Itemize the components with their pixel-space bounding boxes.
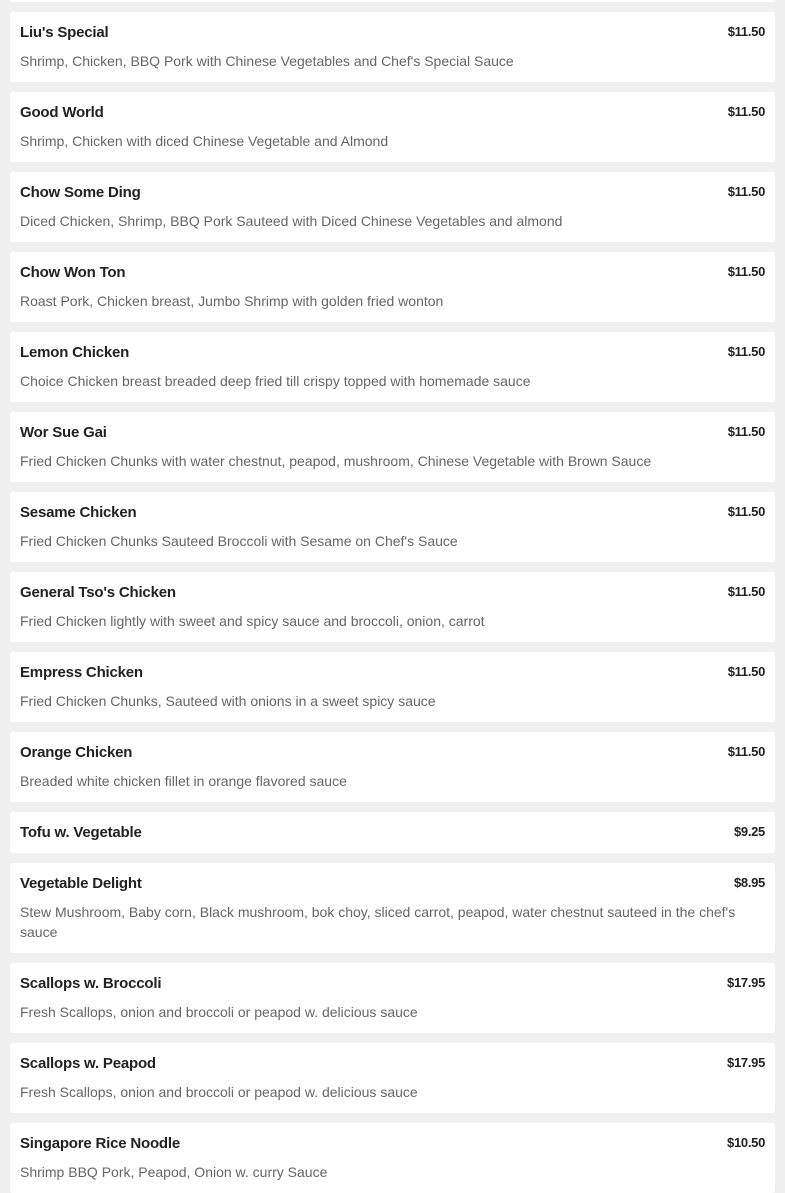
menu-item-description: Fried Chicken lightly with sweet and spicy sauce and broccoli, onion, carrot bbox=[20, 613, 485, 629]
menu-item-header bbox=[20, 975, 765, 993]
menu-item[interactable] bbox=[10, 332, 775, 402]
menu-item[interactable] bbox=[10, 12, 775, 82]
menu-item-header bbox=[20, 664, 765, 682]
menu-item-name: Liu's Special bbox=[20, 24, 109, 41]
menu-item[interactable] bbox=[10, 863, 775, 953]
menu-item-price: $11.50 bbox=[727, 424, 765, 439]
menu-item[interactable] bbox=[10, 92, 775, 162]
menu-item-header bbox=[20, 584, 765, 602]
menu-item[interactable] bbox=[10, 572, 775, 642]
menu-item-header bbox=[20, 824, 765, 842]
menu-item-price: $11.50 bbox=[727, 104, 765, 119]
menu-item-price: $11.50 bbox=[727, 504, 765, 519]
menu-item-name: Chow Some Ding bbox=[20, 184, 141, 201]
menu-item-price: $17.95 bbox=[727, 975, 765, 990]
menu-item-description: Fresh Scallops, onion and broccoli or peapod w. delicious sauce bbox=[20, 1004, 418, 1020]
menu-item-description: Shrimp, Chicken with diced Chinese Vegetable and Almond bbox=[20, 133, 389, 149]
menu-item-name: Singapore Rice Noodle bbox=[20, 1135, 180, 1152]
menu-item-header bbox=[20, 1135, 765, 1153]
menu-list bbox=[10, 0, 775, 1193]
menu-item-description: Shrimp, Chicken, BBQ Pork with Chinese Vegetables and Chef's Special Sauce bbox=[20, 53, 514, 69]
menu-item-header bbox=[20, 264, 765, 282]
menu-item-price: $11.50 bbox=[727, 744, 765, 759]
menu-item-price: $11.50 bbox=[727, 344, 765, 359]
menu-item-header bbox=[20, 104, 765, 122]
menu-item[interactable] bbox=[10, 412, 775, 482]
menu-item-name: Wor Sue Gai bbox=[20, 424, 107, 441]
menu-item-description: Stew Mushroom, Baby corn, Black mushroom, bok choy, sliced carrot, peapod, water chestnut sauteed in the chef's sauce bbox=[20, 904, 736, 940]
menu-item-header bbox=[20, 424, 765, 442]
menu-item-description: Fried Chicken Chunks Sauteed Broccoli with Sesame on Chef's Sauce bbox=[20, 533, 458, 549]
menu-item-name: Orange Chicken bbox=[20, 744, 133, 761]
menu-item-partial[interactable] bbox=[10, 0, 775, 2]
menu-item-price: $8.95 bbox=[733, 875, 765, 890]
menu-item-price: $11.50 bbox=[727, 184, 765, 199]
menu-item-name: Scallops w. Peapod bbox=[20, 1055, 156, 1072]
menu-item-name: Lemon Chicken bbox=[20, 344, 130, 361]
menu-item[interactable] bbox=[10, 492, 775, 562]
menu-item-name: Vegetable Delight bbox=[20, 875, 142, 892]
menu-item-header bbox=[20, 1055, 765, 1073]
menu-item-name: Empress Chicken bbox=[20, 664, 143, 681]
menu-item-description: Choice Chicken breast breaded deep fried till crispy topped with homemade sauce bbox=[20, 373, 531, 389]
menu-item[interactable] bbox=[10, 1043, 775, 1113]
menu-item-header bbox=[20, 184, 765, 202]
menu-item-price: $11.50 bbox=[727, 264, 765, 279]
menu-item-description: Roast Pork, Chicken breast, Jumbo Shrimp with golden fried wonton bbox=[20, 293, 444, 309]
menu-item-header bbox=[20, 744, 765, 762]
menu-item[interactable] bbox=[10, 172, 775, 242]
menu-item[interactable] bbox=[10, 252, 775, 322]
menu-item-price: $11.50 bbox=[727, 24, 765, 39]
menu-item-name: Chow Won Ton bbox=[20, 264, 126, 281]
menu-item[interactable] bbox=[10, 732, 775, 802]
menu-item-name: Sesame Chicken bbox=[20, 504, 137, 521]
menu-item-name: Scallops w. Broccoli bbox=[20, 975, 162, 992]
menu-item-description: Fresh Scallops, onion and broccoli or peapod w. delicious sauce bbox=[20, 1084, 418, 1100]
menu-item-description: Fried Chicken Chunks, Sauteed with onions in a sweet spicy sauce bbox=[20, 693, 436, 709]
menu-item-name: Good World bbox=[20, 104, 104, 121]
menu-item[interactable] bbox=[10, 1123, 775, 1193]
menu-item-price: $9.25 bbox=[733, 824, 765, 839]
menu-item-header bbox=[20, 504, 765, 522]
menu-item-price: $11.50 bbox=[727, 584, 765, 599]
menu-item-header bbox=[20, 875, 765, 893]
menu-item-description: Fried Chicken Chunks with water chestnut, peapod, mushroom, Chinese Vegetable with Brown Sauce bbox=[20, 453, 652, 469]
menu-item-description: Breaded white chicken fillet in orange flavored sauce bbox=[20, 773, 347, 789]
menu-item-price: $10.50 bbox=[727, 1135, 765, 1150]
menu-item-price: $17.95 bbox=[727, 1055, 765, 1070]
menu-item[interactable] bbox=[10, 963, 775, 1033]
menu-item-name: Tofu w. Vegetable bbox=[20, 824, 142, 841]
menu-item[interactable] bbox=[10, 652, 775, 722]
menu-item-description: Shrimp BBQ Pork, Peapod, Onion w. curry Sauce bbox=[20, 1164, 328, 1180]
menu-item-price: $11.50 bbox=[727, 664, 765, 679]
menu-item[interactable] bbox=[10, 812, 775, 853]
menu-item-header bbox=[20, 24, 765, 42]
menu-item-name: General Tso's Chicken bbox=[20, 584, 176, 601]
menu-item-description: Diced Chicken, Shrimp, BBQ Pork Sauteed with Diced Chinese Vegetables and almond bbox=[20, 213, 563, 229]
menu-item-header bbox=[20, 344, 765, 362]
